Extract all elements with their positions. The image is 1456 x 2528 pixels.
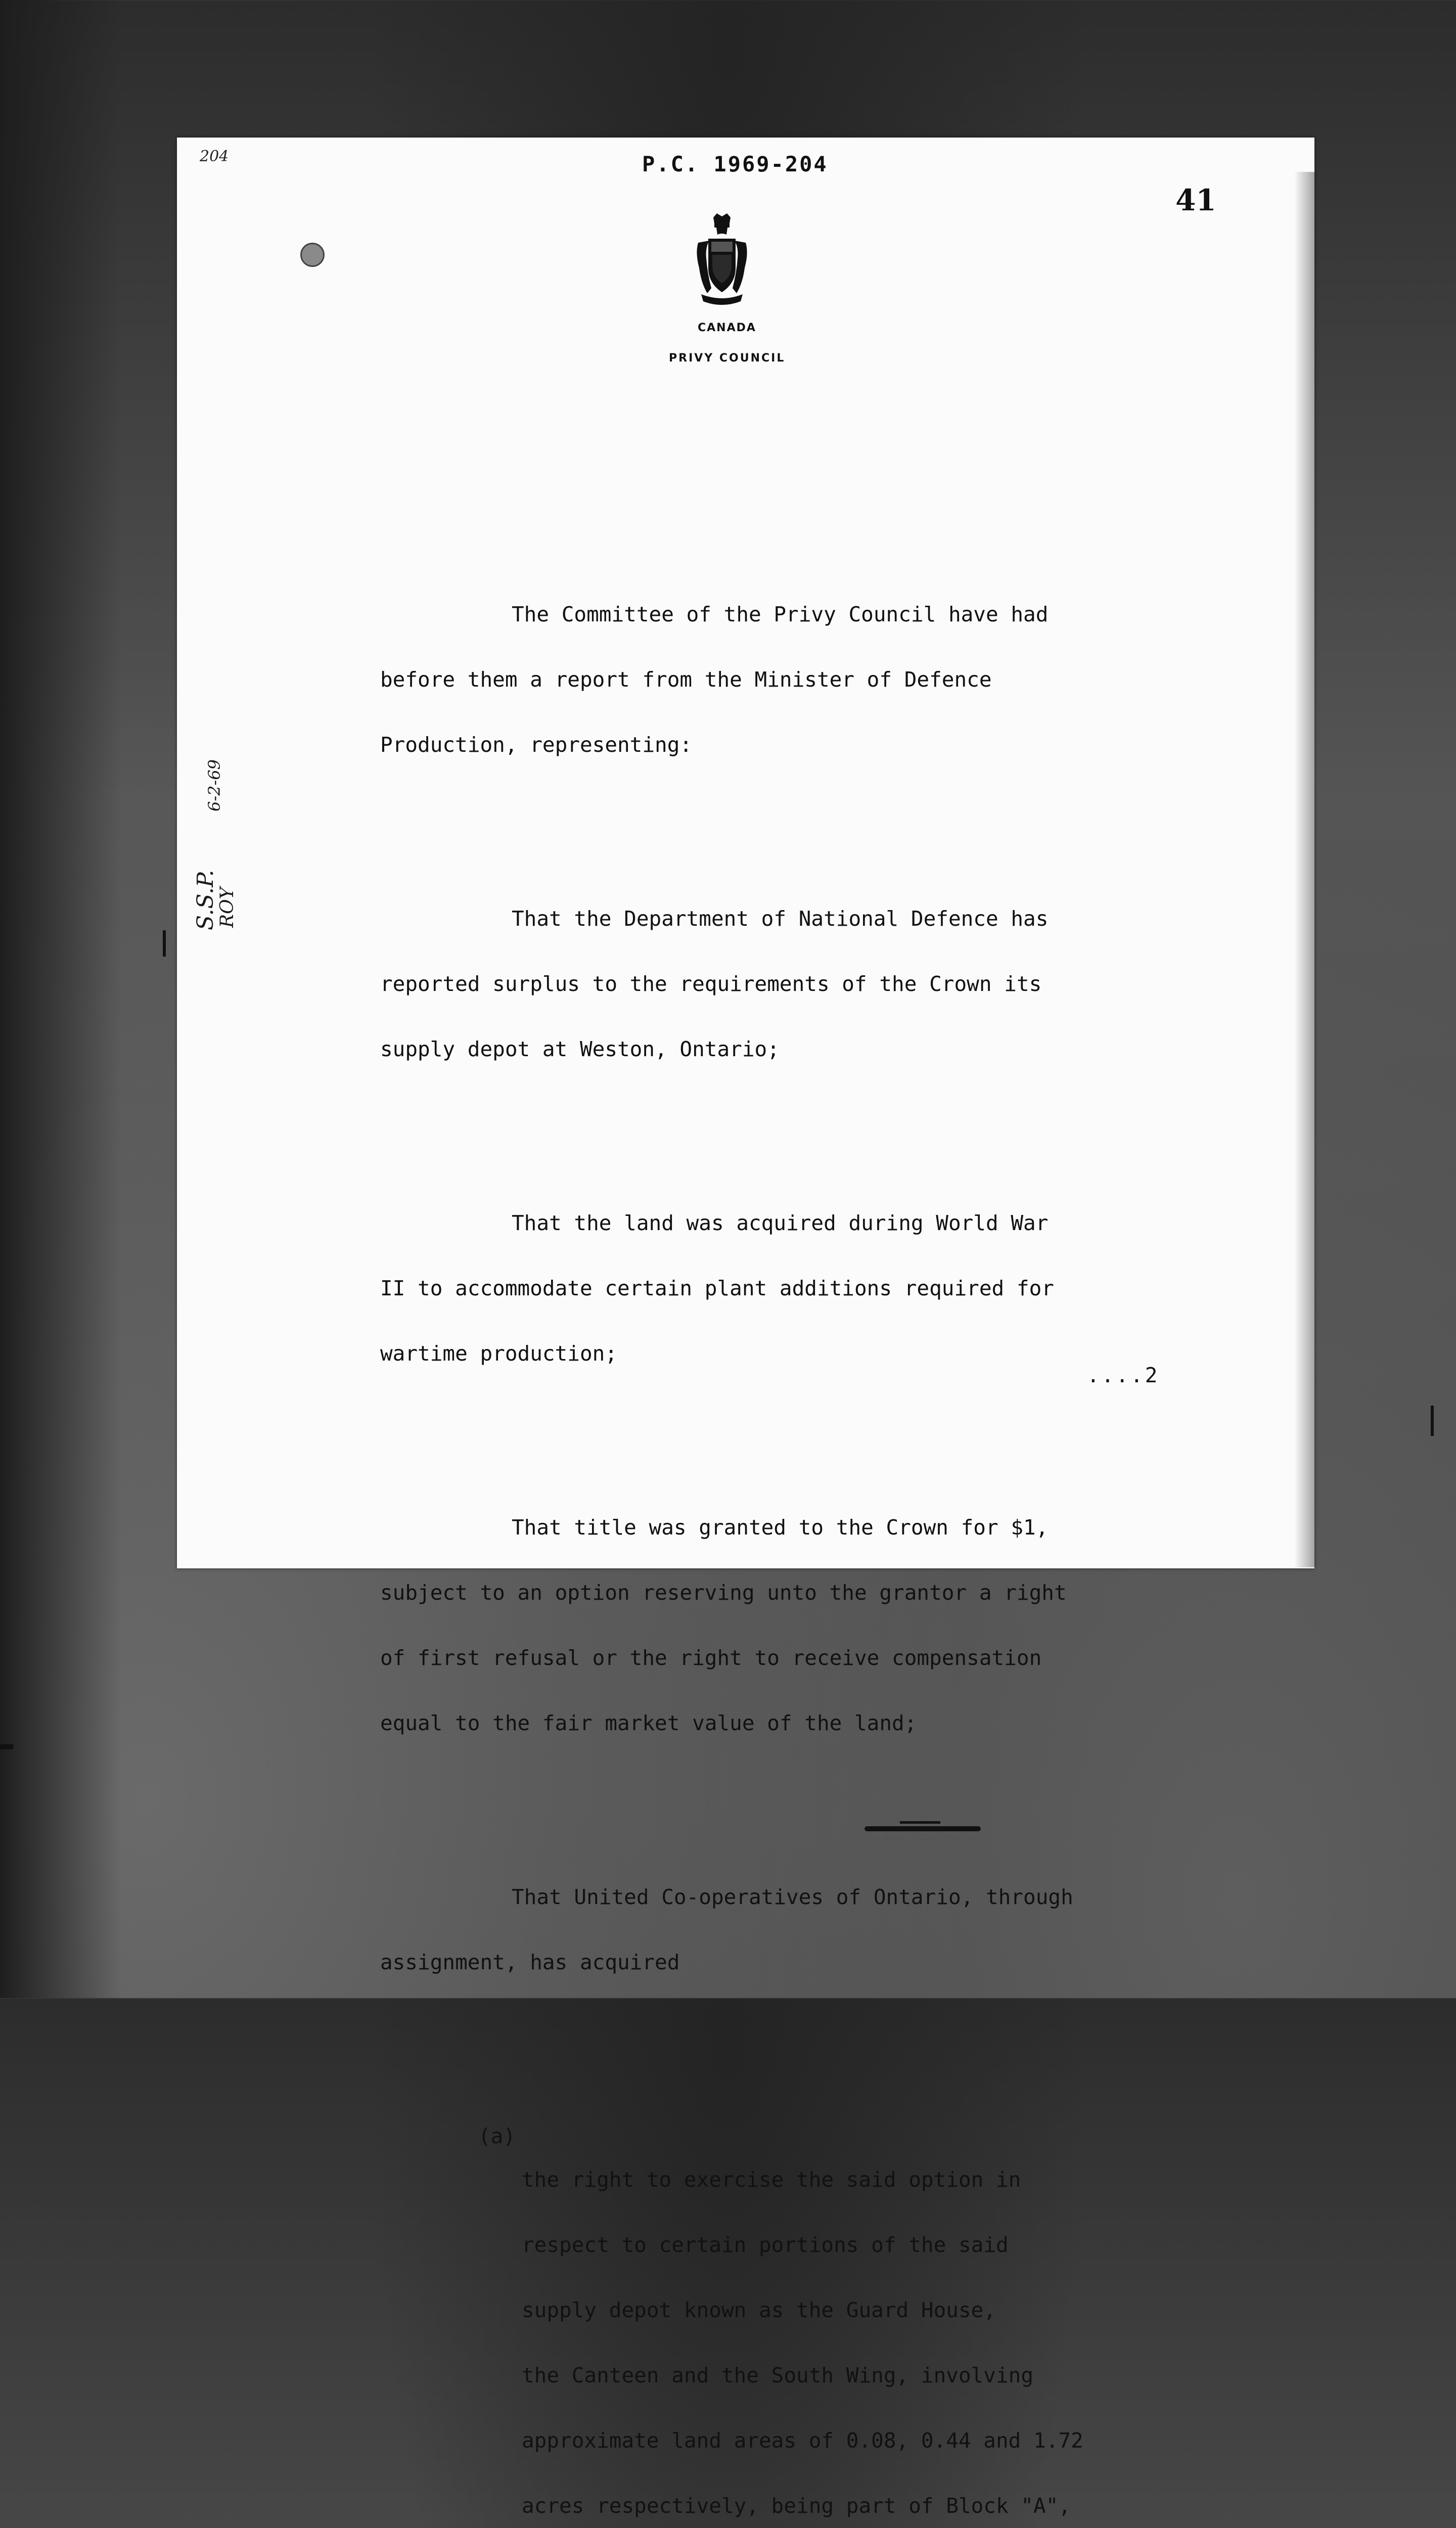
- text-line: Production, representing:: [380, 733, 693, 757]
- scan-mark: [163, 930, 166, 957]
- paragraph: [380, 1843, 1169, 2017]
- order-in-council-number: P.C. 1969-204: [642, 152, 828, 176]
- text-line: supply depot at Weston, Ontario;: [380, 1037, 780, 1061]
- text-line: equal to the fair market value of the land;: [380, 1711, 917, 1735]
- margin-handwritten-notes: [193, 700, 238, 943]
- handwritten-initials: ROY: [217, 887, 238, 928]
- text-line: That title was granted to the Crown for $1,: [512, 1515, 1049, 1540]
- text-line: The Committee of the Privy Council have had: [512, 602, 1049, 626]
- text-line: subject to an option reserving unto the grantor a right: [380, 1581, 1067, 1605]
- text-line: the right to exercise the said option in: [522, 2168, 1021, 2192]
- punch-hole-icon: [300, 243, 325, 267]
- handwritten-initials: S.S.P.: [193, 870, 218, 930]
- paragraph: [380, 865, 1169, 1104]
- text-line: II to accommodate certain plant additions required for: [380, 1276, 1054, 1300]
- paragraph: [380, 1473, 1169, 1778]
- text-line: That United Co-operatives of Ontario, through: [512, 1885, 1073, 1909]
- handwritten-date: 6-2-69: [205, 759, 224, 811]
- scan-edge-shadow: [0, 0, 121, 1998]
- continued-page-marker: ....2: [1087, 1363, 1160, 1387]
- text-line: supply depot known as the Guard House,: [522, 2298, 996, 2322]
- paragraph: [380, 560, 1169, 799]
- margin-page-number: 204: [200, 148, 229, 165]
- text-line: That the land was acquired during World War: [512, 1211, 1049, 1235]
- page-fold-shadow: [1294, 172, 1314, 1567]
- document-body: [380, 517, 1169, 2528]
- scan-mark: [0, 1744, 13, 1749]
- text-line: respect to certain portions of the said: [522, 2233, 1009, 2257]
- text-line: approximate land areas of 0.08, 0.44 and 1.72: [522, 2428, 1083, 2453]
- paragraph: [380, 1169, 1169, 1408]
- text-line: acres respectively, being part of Block "A",: [522, 2494, 1071, 2518]
- text-line: That the Department of National Defence has: [512, 907, 1049, 931]
- text-line: the Canteen and the South Wing, involving: [522, 2363, 1034, 2387]
- text-line: before them a report from the Minister of Defence: [380, 667, 992, 692]
- folio-number: 41: [1175, 183, 1216, 217]
- list-item-label: (a): [478, 2124, 516, 2148]
- coat-of-arms-icon: [694, 212, 750, 308]
- text-line: assignment, has acquired: [380, 1950, 680, 1974]
- list-item: [380, 2082, 1169, 2528]
- text-line: reported surplus to the requirements of the Crown its: [380, 972, 1042, 996]
- letterhead-canada: CANADA: [698, 322, 756, 334]
- text-line: of first refusal or the right to receive compensation: [380, 1646, 1042, 1670]
- text-line: wartime production;: [380, 1341, 617, 1366]
- letterhead-privy-council: PRIVY COUNCIL: [669, 352, 786, 365]
- scan-mark: [1431, 1406, 1434, 1436]
